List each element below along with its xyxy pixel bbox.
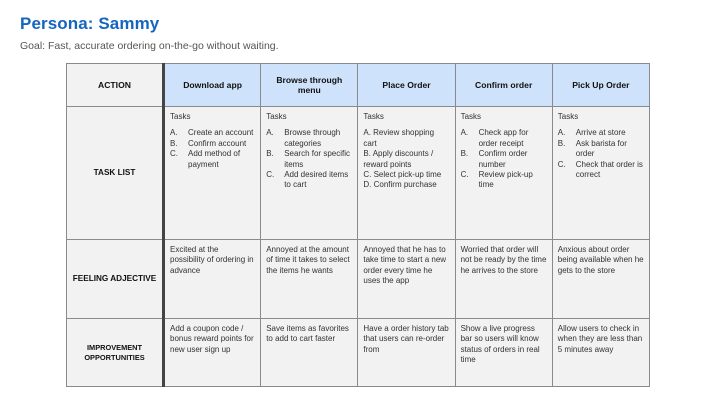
improvement-cell-browse-menu: Save items as favorites to add to cart faster	[261, 319, 358, 387]
persona-goal: Goal: Fast, accurate ordering on-the-go without waiting.	[20, 40, 279, 52]
tasks-heading: Tasks	[460, 112, 482, 121]
task-item: C. Review pick-up time	[460, 170, 533, 190]
task-item: B. Confirm account	[170, 138, 247, 148]
task-cell-pick-up-order	[552, 107, 649, 240]
improvement-cell-pick-up-order: Allow users to check in when they are less than 5 minutes away	[552, 319, 649, 387]
task-item: A. Create an account	[170, 128, 254, 138]
feeling-cell-download-app: Excited at the possibility of ordering in advance	[164, 240, 261, 319]
column-header-browse-menu: Browse through menu	[261, 64, 358, 107]
task-list-row	[67, 107, 650, 240]
header-row	[67, 64, 650, 107]
task-list	[558, 128, 644, 180]
task-cell-browse-menu	[261, 107, 358, 240]
feeling-cell-place-order: Annoyed that he has to take time to start a new order every time he uses the app	[358, 240, 455, 319]
task-cell-confirm-order	[455, 107, 552, 240]
task-item: A. Check app for order receipt	[460, 128, 529, 148]
task-item: A. Review shopping cart	[363, 128, 435, 148]
column-header-place-order: Place Order	[358, 64, 455, 107]
task-list	[170, 128, 255, 170]
task-list-label: TASK LIST	[67, 107, 164, 240]
task-item: B. Confirm order number	[460, 149, 528, 169]
column-header-confirm-order: Confirm order	[455, 64, 552, 107]
task-item: C. Add desired items to cart	[266, 170, 349, 190]
tasks-heading: Tasks	[363, 112, 384, 121]
journey-map-table	[66, 63, 650, 387]
tasks-heading: Tasks	[170, 112, 191, 121]
tasks-heading: Tasks	[266, 112, 287, 121]
task-item: C. Select pick-up time	[363, 170, 442, 180]
task-item: A. Arrive at store	[557, 128, 626, 138]
task-cell-download-app	[164, 107, 261, 240]
tasks-heading: Tasks	[557, 112, 579, 121]
task-item: B. Apply discounts / reward points	[363, 149, 434, 169]
feeling-cell-browse-menu: Annoyed at the amount of time it takes to select the items he wants	[261, 240, 358, 319]
improvement-cell-place-order: Have a order history tab that users can re-order from	[358, 319, 455, 387]
task-item: D. Confirm purchase	[363, 180, 437, 190]
column-header-download-app: Download app	[164, 64, 261, 107]
task-item: C. Add method of payment	[170, 149, 241, 169]
feeling-cell-confirm-order: Worried that order will not be ready by the time he arrives to the store	[455, 240, 552, 319]
task-item: B. Search for specific items	[266, 149, 350, 169]
improvement-opportunities-label: IMPROVEMENT OPPORTUNITIES	[67, 319, 164, 387]
feeling-adjective-row	[67, 240, 650, 319]
feeling-cell-pick-up-order: Anxious about order being available when he gets to the store	[552, 240, 649, 319]
action-header: ACTION	[67, 64, 164, 107]
task-item: A. Browse through categories	[266, 128, 341, 148]
column-header-pick-up-order: Pick Up Order	[552, 64, 649, 107]
feeling-adjective-label: FEELING ADJECTIVE	[67, 240, 164, 319]
task-item: B. Ask barista for order	[557, 138, 627, 159]
improvement-cell-download-app: Add a coupon code / bonus reward points for new user sign up	[164, 319, 261, 387]
task-list	[266, 128, 352, 190]
improvement-opportunities-row	[67, 319, 650, 387]
improvement-cell-confirm-order: Show a live progress bar so users will know status of orders in real time	[455, 319, 552, 387]
task-cell-place-order	[358, 107, 455, 240]
persona-title: Persona: Sammy	[20, 14, 160, 33]
task-list	[461, 128, 547, 190]
task-item: C. Check that order is correct	[557, 159, 643, 180]
